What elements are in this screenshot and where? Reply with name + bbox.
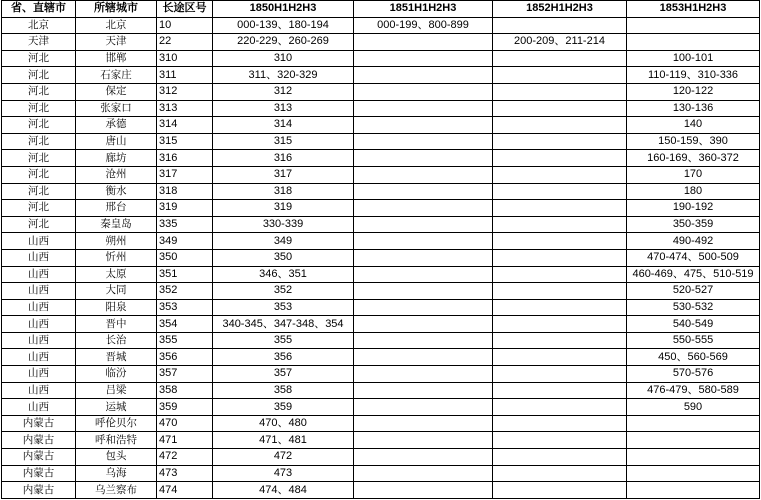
range-1853-cell (627, 34, 760, 51)
range-1851-cell (354, 432, 493, 449)
area-code-cell: 470 (157, 415, 213, 432)
province-cell: 北京 (2, 17, 76, 34)
range-1852-cell (493, 316, 627, 333)
city-cell: 吕梁 (76, 382, 157, 399)
range-1853-cell: 570-576 (627, 366, 760, 383)
range-1851-cell (354, 349, 493, 366)
range-1850-cell: 471、481 (213, 432, 354, 449)
range-1853-cell (627, 415, 760, 432)
province-cell: 河北 (2, 100, 76, 117)
range-1852-cell (493, 100, 627, 117)
range-1851-cell (354, 216, 493, 233)
range-1852-cell (493, 283, 627, 300)
header-1850: 1850H1H2H3 (213, 1, 354, 18)
table-row (2, 83, 760, 100)
range-1852-cell (493, 166, 627, 183)
province-cell: 河北 (2, 216, 76, 233)
city-cell: 大同 (76, 283, 157, 300)
table-row (2, 249, 760, 266)
area-code-cell: 315 (157, 133, 213, 150)
province-cell: 内蒙古 (2, 482, 76, 499)
province-cell: 河北 (2, 200, 76, 217)
table-row (2, 150, 760, 167)
area-code-cell: 335 (157, 216, 213, 233)
province-cell: 山西 (2, 366, 76, 383)
province-cell: 山西 (2, 249, 76, 266)
city-cell: 朔州 (76, 233, 157, 250)
range-1852-cell (493, 349, 627, 366)
city-cell: 衡水 (76, 183, 157, 200)
area-code-cell: 318 (157, 183, 213, 200)
range-1852-cell (493, 117, 627, 134)
area-code-cell: 471 (157, 432, 213, 449)
range-1851-cell (354, 50, 493, 67)
range-1853-cell: 170 (627, 166, 760, 183)
table-row (2, 316, 760, 333)
table-row (2, 117, 760, 134)
range-1850-cell: 470、480 (213, 415, 354, 432)
city-cell: 承德 (76, 117, 157, 134)
range-1852-cell (493, 216, 627, 233)
table-row (2, 299, 760, 316)
range-1850-cell: 355 (213, 332, 354, 349)
range-1853-cell: 520-527 (627, 283, 760, 300)
range-1852-cell (493, 332, 627, 349)
range-1850-cell: 318 (213, 183, 354, 200)
area-code-cell: 357 (157, 366, 213, 383)
range-1850-cell: 317 (213, 166, 354, 183)
range-1851-cell (354, 83, 493, 100)
range-1852-cell (493, 432, 627, 449)
range-1850-cell: 314 (213, 117, 354, 134)
city-cell: 保定 (76, 83, 157, 100)
range-1852-cell (493, 67, 627, 84)
area-code-cell: 356 (157, 349, 213, 366)
city-cell: 廊坊 (76, 150, 157, 167)
range-1852-cell (493, 249, 627, 266)
table-row (2, 34, 760, 51)
table-row (2, 67, 760, 84)
province-cell: 内蒙古 (2, 449, 76, 466)
city-cell: 临汾 (76, 366, 157, 383)
city-cell: 运城 (76, 399, 157, 416)
range-1851-cell (354, 34, 493, 51)
table-row (2, 200, 760, 217)
range-1850-cell: 312 (213, 83, 354, 100)
range-1853-cell: 476-479、580-589 (627, 382, 760, 399)
city-cell: 呼伦贝尔 (76, 415, 157, 432)
province-cell: 内蒙古 (2, 415, 76, 432)
range-1850-cell: 313 (213, 100, 354, 117)
range-1853-cell: 110-119、310-336 (627, 67, 760, 84)
range-1851-cell (354, 482, 493, 499)
city-cell: 天津 (76, 34, 157, 51)
range-1852-cell (493, 482, 627, 499)
province-cell: 山西 (2, 266, 76, 283)
province-cell: 山西 (2, 316, 76, 333)
table-row (2, 415, 760, 432)
range-1850-cell: 474、484 (213, 482, 354, 499)
range-1850-cell: 316 (213, 150, 354, 167)
city-cell: 北京 (76, 17, 157, 34)
range-1852-cell: 200-209、211-214 (493, 34, 627, 51)
range-1850-cell: 473 (213, 465, 354, 482)
city-cell: 张家口 (76, 100, 157, 117)
range-1851-cell (354, 233, 493, 250)
city-cell: 晋中 (76, 316, 157, 333)
range-1853-cell: 590 (627, 399, 760, 416)
table-row (2, 166, 760, 183)
table-row (2, 449, 760, 466)
range-1853-cell: 350-359 (627, 216, 760, 233)
table-row (2, 332, 760, 349)
range-1850-cell: 472 (213, 449, 354, 466)
range-1853-cell: 550-555 (627, 332, 760, 349)
range-1853-cell: 460-469、475、510-519 (627, 266, 760, 283)
range-1851-cell (354, 133, 493, 150)
range-1851-cell (354, 200, 493, 217)
city-cell: 太原 (76, 266, 157, 283)
range-1851-cell (354, 67, 493, 84)
province-cell: 山西 (2, 349, 76, 366)
range-1851-cell (354, 117, 493, 134)
area-code-cell: 349 (157, 233, 213, 250)
area-code-cell: 311 (157, 67, 213, 84)
range-1851-cell (354, 166, 493, 183)
city-cell: 乌海 (76, 465, 157, 482)
range-1853-cell (627, 17, 760, 34)
range-1853-cell (627, 449, 760, 466)
area-code-cell: 22 (157, 34, 213, 51)
range-1852-cell (493, 415, 627, 432)
range-1853-cell: 190-192 (627, 200, 760, 217)
range-1850-cell: 352 (213, 283, 354, 300)
city-cell: 阳泉 (76, 299, 157, 316)
header-1853: 1853H1H2H3 (627, 1, 760, 18)
area-code-cell: 473 (157, 465, 213, 482)
city-cell: 包头 (76, 449, 157, 466)
province-cell: 内蒙古 (2, 465, 76, 482)
city-cell: 长治 (76, 332, 157, 349)
city-cell: 邢台 (76, 200, 157, 217)
range-1853-cell: 120-122 (627, 83, 760, 100)
city-cell: 沧州 (76, 166, 157, 183)
table-row (2, 216, 760, 233)
city-cell: 晋城 (76, 349, 157, 366)
range-1852-cell (493, 83, 627, 100)
area-code-cell: 354 (157, 316, 213, 333)
city-cell: 石家庄 (76, 67, 157, 84)
header-area-code: 长途区号 (157, 1, 213, 18)
city-cell: 邯郸 (76, 50, 157, 67)
range-1850-cell: 315 (213, 133, 354, 150)
area-code-cell: 474 (157, 482, 213, 499)
area-code-table (1, 0, 760, 499)
range-1853-cell: 100-101 (627, 50, 760, 67)
range-1850-cell: 349 (213, 233, 354, 250)
area-code-cell: 350 (157, 249, 213, 266)
area-code-cell: 314 (157, 117, 213, 134)
province-cell: 河北 (2, 117, 76, 134)
city-cell: 呼和浩特 (76, 432, 157, 449)
area-code-cell: 313 (157, 100, 213, 117)
range-1850-cell: 350 (213, 249, 354, 266)
area-code-cell: 472 (157, 449, 213, 466)
table-row (2, 399, 760, 416)
range-1850-cell: 357 (213, 366, 354, 383)
area-code-cell: 316 (157, 150, 213, 167)
range-1851-cell (354, 266, 493, 283)
range-1852-cell (493, 50, 627, 67)
table-row (2, 183, 760, 200)
header-1852: 1852H1H2H3 (493, 1, 627, 18)
range-1853-cell: 450、560-569 (627, 349, 760, 366)
area-code-cell: 317 (157, 166, 213, 183)
range-1850-cell: 356 (213, 349, 354, 366)
range-1853-cell (627, 465, 760, 482)
area-code-cell: 319 (157, 200, 213, 217)
province-cell: 河北 (2, 166, 76, 183)
table-row (2, 50, 760, 67)
table-row (2, 349, 760, 366)
range-1851-cell (354, 415, 493, 432)
city-cell: 唐山 (76, 133, 157, 150)
range-1852-cell (493, 449, 627, 466)
table-body (2, 17, 760, 498)
range-1852-cell (493, 150, 627, 167)
range-1853-cell: 530-532 (627, 299, 760, 316)
header-row (2, 1, 760, 18)
range-1852-cell (493, 17, 627, 34)
province-cell: 山西 (2, 399, 76, 416)
province-cell: 山西 (2, 233, 76, 250)
table-row (2, 366, 760, 383)
area-code-cell: 359 (157, 399, 213, 416)
table-row (2, 432, 760, 449)
range-1850-cell: 000-139、180-194 (213, 17, 354, 34)
table-row (2, 482, 760, 499)
range-1852-cell (493, 233, 627, 250)
province-cell: 河北 (2, 183, 76, 200)
range-1852-cell (493, 465, 627, 482)
area-code-cell: 352 (157, 283, 213, 300)
city-cell: 秦皇岛 (76, 216, 157, 233)
range-1851-cell (354, 299, 493, 316)
range-1850-cell: 319 (213, 200, 354, 217)
table-row (2, 382, 760, 399)
province-cell: 河北 (2, 133, 76, 150)
area-code-cell: 351 (157, 266, 213, 283)
table-row (2, 233, 760, 250)
range-1850-cell: 340-345、347-348、354 (213, 316, 354, 333)
range-1852-cell (493, 133, 627, 150)
range-1853-cell (627, 432, 760, 449)
range-1850-cell: 353 (213, 299, 354, 316)
range-1852-cell (493, 299, 627, 316)
range-1853-cell: 490-492 (627, 233, 760, 250)
area-code-cell: 353 (157, 299, 213, 316)
range-1850-cell: 310 (213, 50, 354, 67)
range-1853-cell: 150-159、390 (627, 133, 760, 150)
header-city: 所辖城市 (76, 1, 157, 18)
range-1850-cell: 359 (213, 399, 354, 416)
range-1853-cell (627, 482, 760, 499)
province-cell: 山西 (2, 382, 76, 399)
province-cell: 河北 (2, 67, 76, 84)
range-1851-cell (354, 332, 493, 349)
province-cell: 内蒙古 (2, 432, 76, 449)
area-code-cell: 10 (157, 17, 213, 34)
range-1852-cell (493, 399, 627, 416)
city-cell: 乌兰察布 (76, 482, 157, 499)
table-row (2, 17, 760, 34)
range-1852-cell (493, 366, 627, 383)
table-row (2, 465, 760, 482)
range-1852-cell (493, 266, 627, 283)
province-cell: 天津 (2, 34, 76, 51)
area-code-cell: 358 (157, 382, 213, 399)
range-1853-cell: 130-136 (627, 100, 760, 117)
province-cell: 河北 (2, 50, 76, 67)
province-cell: 山西 (2, 332, 76, 349)
table-row (2, 266, 760, 283)
range-1851-cell (354, 100, 493, 117)
range-1851-cell (354, 316, 493, 333)
range-1850-cell: 358 (213, 382, 354, 399)
range-1850-cell: 311、320-329 (213, 67, 354, 84)
range-1850-cell: 346、351 (213, 266, 354, 283)
header-1851: 1851H1H2H3 (354, 1, 493, 18)
range-1850-cell: 330-339 (213, 216, 354, 233)
range-1851-cell (354, 465, 493, 482)
table-row (2, 100, 760, 117)
range-1852-cell (493, 200, 627, 217)
area-code-cell: 312 (157, 83, 213, 100)
area-code-cell: 355 (157, 332, 213, 349)
range-1851-cell (354, 249, 493, 266)
range-1852-cell (493, 183, 627, 200)
range-1851-cell: 000-199、800-899 (354, 17, 493, 34)
range-1852-cell (493, 382, 627, 399)
range-1850-cell: 220-229、260-269 (213, 34, 354, 51)
province-cell: 河北 (2, 83, 76, 100)
range-1853-cell: 540-549 (627, 316, 760, 333)
range-1851-cell (354, 150, 493, 167)
range-1851-cell (354, 366, 493, 383)
header-province: 省、直辖市 (2, 1, 76, 18)
range-1851-cell (354, 449, 493, 466)
range-1851-cell (354, 382, 493, 399)
table-row (2, 283, 760, 300)
range-1853-cell: 180 (627, 183, 760, 200)
range-1853-cell: 470-474、500-509 (627, 249, 760, 266)
range-1851-cell (354, 183, 493, 200)
range-1853-cell: 160-169、360-372 (627, 150, 760, 167)
range-1851-cell (354, 399, 493, 416)
table-row (2, 133, 760, 150)
city-cell: 忻州 (76, 249, 157, 266)
province-cell: 山西 (2, 299, 76, 316)
area-code-cell: 310 (157, 50, 213, 67)
province-cell: 山西 (2, 283, 76, 300)
range-1851-cell (354, 283, 493, 300)
province-cell: 河北 (2, 150, 76, 167)
range-1853-cell: 140 (627, 117, 760, 134)
